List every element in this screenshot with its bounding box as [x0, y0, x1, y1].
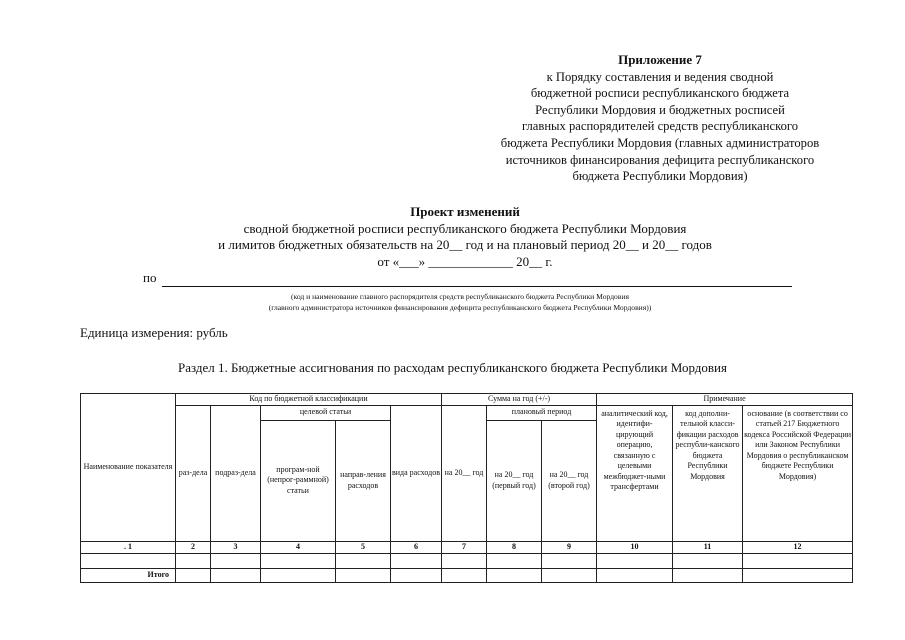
cell — [336, 553, 391, 568]
project-line: и лимитов бюджетных обязательств на 20__ год и на плановый период 20__ и 20__ годов — [218, 237, 712, 252]
cell — [261, 553, 336, 568]
cell — [542, 553, 597, 568]
header-vid: вида расходов — [391, 405, 442, 541]
cell — [336, 568, 391, 582]
header-name: Наименование показателя — [81, 394, 176, 542]
po-fill-line — [162, 286, 792, 287]
cell — [442, 568, 487, 582]
cell — [261, 568, 336, 582]
cell — [391, 553, 442, 568]
column-number: 2 — [176, 541, 211, 553]
column-number: 4 — [261, 541, 336, 553]
cell — [597, 568, 673, 582]
appendix-line: Республики Мордовия и бюджетных росписей — [535, 102, 785, 117]
table-row — [81, 553, 853, 568]
header-year: на 20__ год — [442, 405, 487, 541]
cell — [176, 568, 211, 582]
cell — [176, 553, 211, 568]
appendix-header — [440, 52, 880, 185]
cell — [673, 553, 743, 568]
header-podrazdel: подраз-дела — [211, 405, 261, 541]
header-target-article: целевой статьи — [261, 405, 391, 420]
column-number: 6 — [391, 541, 442, 553]
appendix-line: бюджета Республики Мордовия (главных администраторов — [500, 135, 820, 150]
column-number: 3 — [211, 541, 261, 553]
budget-table — [80, 393, 853, 583]
header-razdel: раз-дела — [176, 405, 211, 541]
cell — [211, 553, 261, 568]
appendix-line: бюджетной росписи республиканского бюджета — [530, 86, 790, 101]
total-label: Итого — [81, 568, 176, 582]
project-line: сводной бюджетной росписи республиканского бюджета Республики Мордовия — [243, 220, 687, 236]
appendix-title: Приложение 7 — [618, 52, 702, 67]
appendix-line: источников финансирования дефицита республиканского — [505, 152, 815, 167]
cell — [442, 553, 487, 568]
cell — [81, 553, 176, 568]
po-label: по — [143, 270, 157, 285]
column-number: 7 — [442, 541, 487, 553]
cell — [487, 568, 542, 582]
column-number: . 1 — [81, 541, 176, 553]
appendix-line: главных распорядителей средств республиканского — [521, 119, 799, 134]
header-year2: на 20__ год (второй год) — [542, 420, 597, 541]
cell — [542, 568, 597, 582]
column-number: 11 — [673, 541, 743, 553]
column-number: 9 — [542, 541, 597, 553]
header-basis: основание (в соответствии со статьей 217 Бюджетного кодекса Российской Федерации или Законом Республики Мордовия о республиканском бюджете Республики Мордовия) — [743, 405, 853, 541]
column-number: 12 — [743, 541, 853, 553]
header-group-note: Примечание — [597, 394, 853, 406]
appendix-line: к Порядку составления и ведения сводной — [546, 69, 774, 84]
header-group-code: Код по бюджетной классификации — [176, 394, 442, 406]
column-number: 8 — [487, 541, 542, 553]
cell — [743, 553, 853, 568]
header-plan-period: плановый период — [487, 405, 597, 420]
cell — [597, 553, 673, 568]
project-title: Проект изменений — [410, 204, 520, 219]
header-group-sum: Сумма на год (+/-) — [442, 394, 597, 406]
cell — [673, 568, 743, 582]
header-year1: на 20__ год (первый год) — [487, 420, 542, 541]
po-note — [120, 291, 800, 313]
po-note-line: (код и наименование главного распорядителя средств республиканского бюджета Республики Мордовия — [290, 292, 630, 301]
po-note-line: (главного администратора источников финансирования дефицита республиканского бюджета Республики Мордовия)) — [268, 303, 652, 312]
total-row — [81, 568, 853, 582]
header-analytic: аналитический код, идентифи-цирующий операцию, связанную с целевыми межбюджет-ными трансфертами — [597, 405, 673, 541]
cell — [743, 568, 853, 582]
header-extcode: код дополни-тельной класси-фикации расходов республи-канского бюджета Республики Мордовия — [673, 405, 743, 541]
column-number: 10 — [597, 541, 673, 553]
column-number: 5 — [336, 541, 391, 553]
header-program: програм-ной (непрог-раммной) статьи — [261, 420, 336, 541]
project-date-line: от «___» _____________ 20__ г. — [377, 253, 553, 269]
section-title: Раздел 1. Бюджетные ассигнования по расходам республиканского бюджета Республики Мордовия — [178, 360, 727, 375]
cell — [391, 568, 442, 582]
header-direction: направ-ления расходов — [336, 420, 391, 541]
project-header — [60, 204, 870, 270]
cell — [487, 553, 542, 568]
unit-label: Единица измерения: рубль — [80, 325, 228, 340]
appendix-line: бюджета Республики Мордовия) — [572, 169, 748, 184]
cell — [211, 568, 261, 582]
column-numbers-row — [81, 541, 853, 553]
